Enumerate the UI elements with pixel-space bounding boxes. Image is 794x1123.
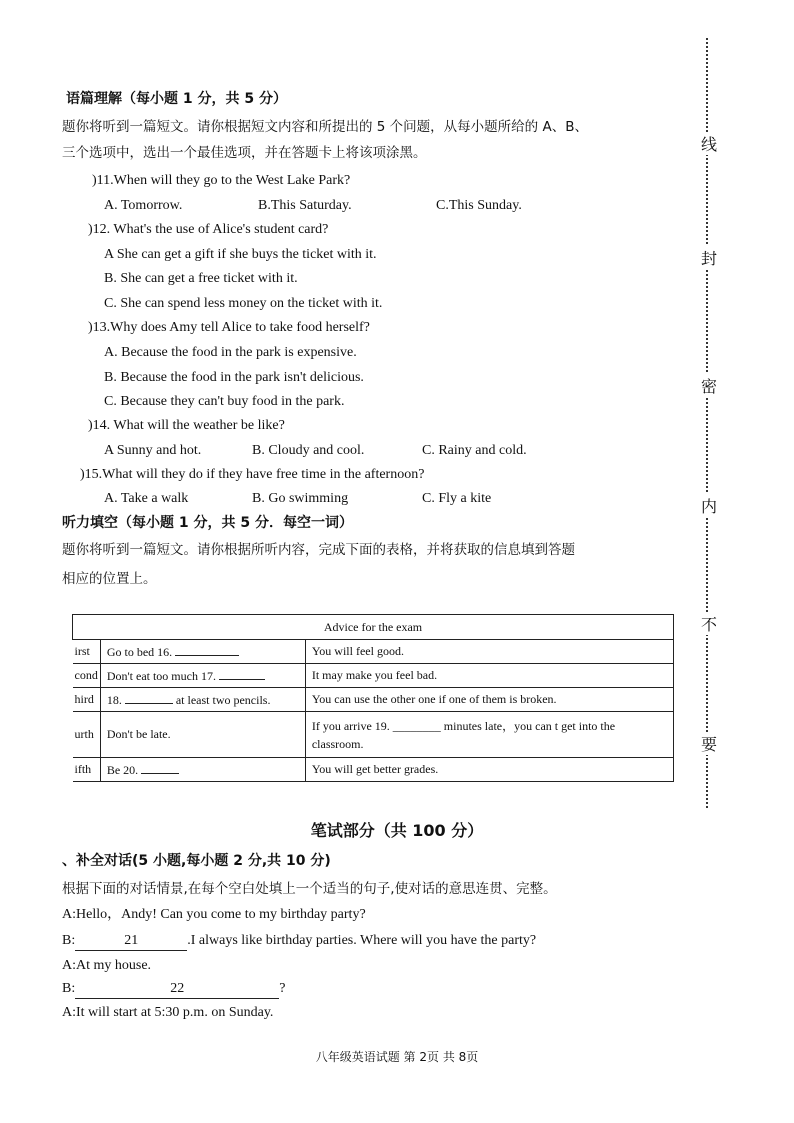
question-13-option-c: C. Because they can't buy food in the park. [104,394,345,409]
binding-char-1: 线 [698,132,720,155]
advice-cell [100,664,305,688]
answer-blank-21[interactable]: 21 [75,932,187,951]
binding-char-2: 封 [698,246,720,269]
question-13-option-b: B. Because the food in the park isn't delicious. [104,370,364,385]
reason-cell: You will feel good. [305,640,673,664]
row-label: ifth [73,758,101,782]
row-label: hird [73,688,101,712]
advice-text: Go to bed 16. [106,645,176,659]
question-11: )11.When will they go to the West Lake Park? [92,173,351,188]
page-footer: 八年级英语试题 第 2页 共 8页 [315,1050,479,1064]
question-14-option-c: C. Rainy and cold. [422,443,527,458]
answer-blank-22[interactable]: 22 [75,980,279,999]
question-14: )14. What will the weather be like? [88,418,285,433]
binding-char-3: 密 [698,374,720,397]
question-12-option-c: C. She can spend less money on the ticket with it. [104,296,383,311]
speaker-b: B: [62,981,76,996]
reason-cell: You will get better grades. [305,758,673,782]
question-15-option-b: B. Go swimming [252,491,349,506]
question-12-option-b: B. She can get a free ticket with it. [104,271,298,286]
row-label: irst [73,640,101,664]
dialogue-line-2 [62,932,536,951]
table-row [73,758,674,782]
dialogue-text: .I always like birthday parties. Where will you have the party? [187,933,537,948]
speaker-b: B: [62,933,76,948]
reason-cell: If you arrive 19. ________ minutes late，you can t get into the classroom. [305,712,673,758]
question-11-option-a: A. Tomorrow. [104,198,183,213]
advice-cell: Don't be late. [100,712,305,758]
reason-cell: You can use the other one if one of them is broken. [305,688,673,712]
advice-text: Don't eat too much 17. [106,669,219,683]
advice-text-post: at least two pencils. [172,693,271,707]
row-label: cond [73,664,101,688]
advice-cell [100,758,305,782]
question-11-option-c: C.This Sunday. [436,198,522,213]
answer-blank-17[interactable] [219,667,265,680]
dialogue-line-4 [62,980,285,999]
question-13-option-a: A. Because the food in the park is expensive. [104,345,357,360]
question-11-option-b: B.This Saturday. [258,198,352,213]
question-15-option-c: C. Fly a kite [422,491,492,506]
dialogue-text: ? [279,981,286,996]
dialogue-line-3: A:At my house. [62,958,152,973]
table-row [73,712,674,758]
section-c-title: 、补全对话(5 小题,每小题 2 分,共 10 分) [62,853,331,869]
table-row [73,664,674,688]
binding-char-5: 不 [698,612,720,635]
section-b-title: 听力填空（每小题 1 分，共 5 分．每空一词） [62,515,353,531]
question-15: )15.What will they do if they have free time in the afternoon? [80,467,425,482]
section-b-instruction-1: 题你将听到一篇短文。请你根据所听内容，完成下面的表格，并将获取的信息填到答题 [62,542,575,558]
advice-text: Be 20. [106,763,142,777]
advice-table-header: Advice for the exam [73,615,674,640]
reason-cell: It may make you feel bad. [305,664,673,688]
question-15-option-a: A. Take a walk [104,491,189,506]
answer-blank-16[interactable] [175,643,239,656]
advice-table [72,614,674,782]
advice-text: 18. [106,693,125,707]
written-part-title: 笔试部分（共 100 分） [310,821,484,840]
section-a-instruction-1: 题你将听到一篇短文。请你根据短文内容和所提出的 5 个问题，从每小题所给的 A、B、 [62,119,588,135]
dialogue-line-1: A:Hello，Andy! Can you come to my birthday party? [62,907,366,922]
binding-char-6: 要 [698,732,720,755]
table-row [73,688,674,712]
question-14-option-b: B. Cloudy and cool. [252,443,365,458]
section-b-instruction-2: 相应的位置上。 [62,571,157,587]
question-12-option-a: A She can get a gift if she buys the ticket with it. [104,247,377,262]
advice-cell [100,688,305,712]
row-label: urth [73,712,101,758]
dialogue-line-5: A:It will start at 5:30 p.m. on Sunday. [62,1005,274,1020]
advice-cell [100,640,305,664]
answer-blank-20[interactable] [141,761,179,774]
section-a-title: 语篇理解（每小题 1 分，共 5 分） [66,91,287,107]
section-c-instruction: 根据下面的对话情景,在每个空白处填上一个适当的句子,使对话的意思连贯、完整。 [62,881,557,897]
question-13: )13.Why does Amy tell Alice to take food herself? [88,320,370,335]
question-12: )12. What's the use of Alice's student card? [88,222,329,237]
question-14-option-a: A Sunny and hot. [104,443,202,458]
table-row [73,640,674,664]
section-a-instruction-2: 三个选项中，选出一个最佳选项，并在答题卡上将该项涂黑。 [62,145,427,161]
answer-blank-18[interactable] [125,691,173,704]
binding-char-4: 内 [698,494,720,517]
